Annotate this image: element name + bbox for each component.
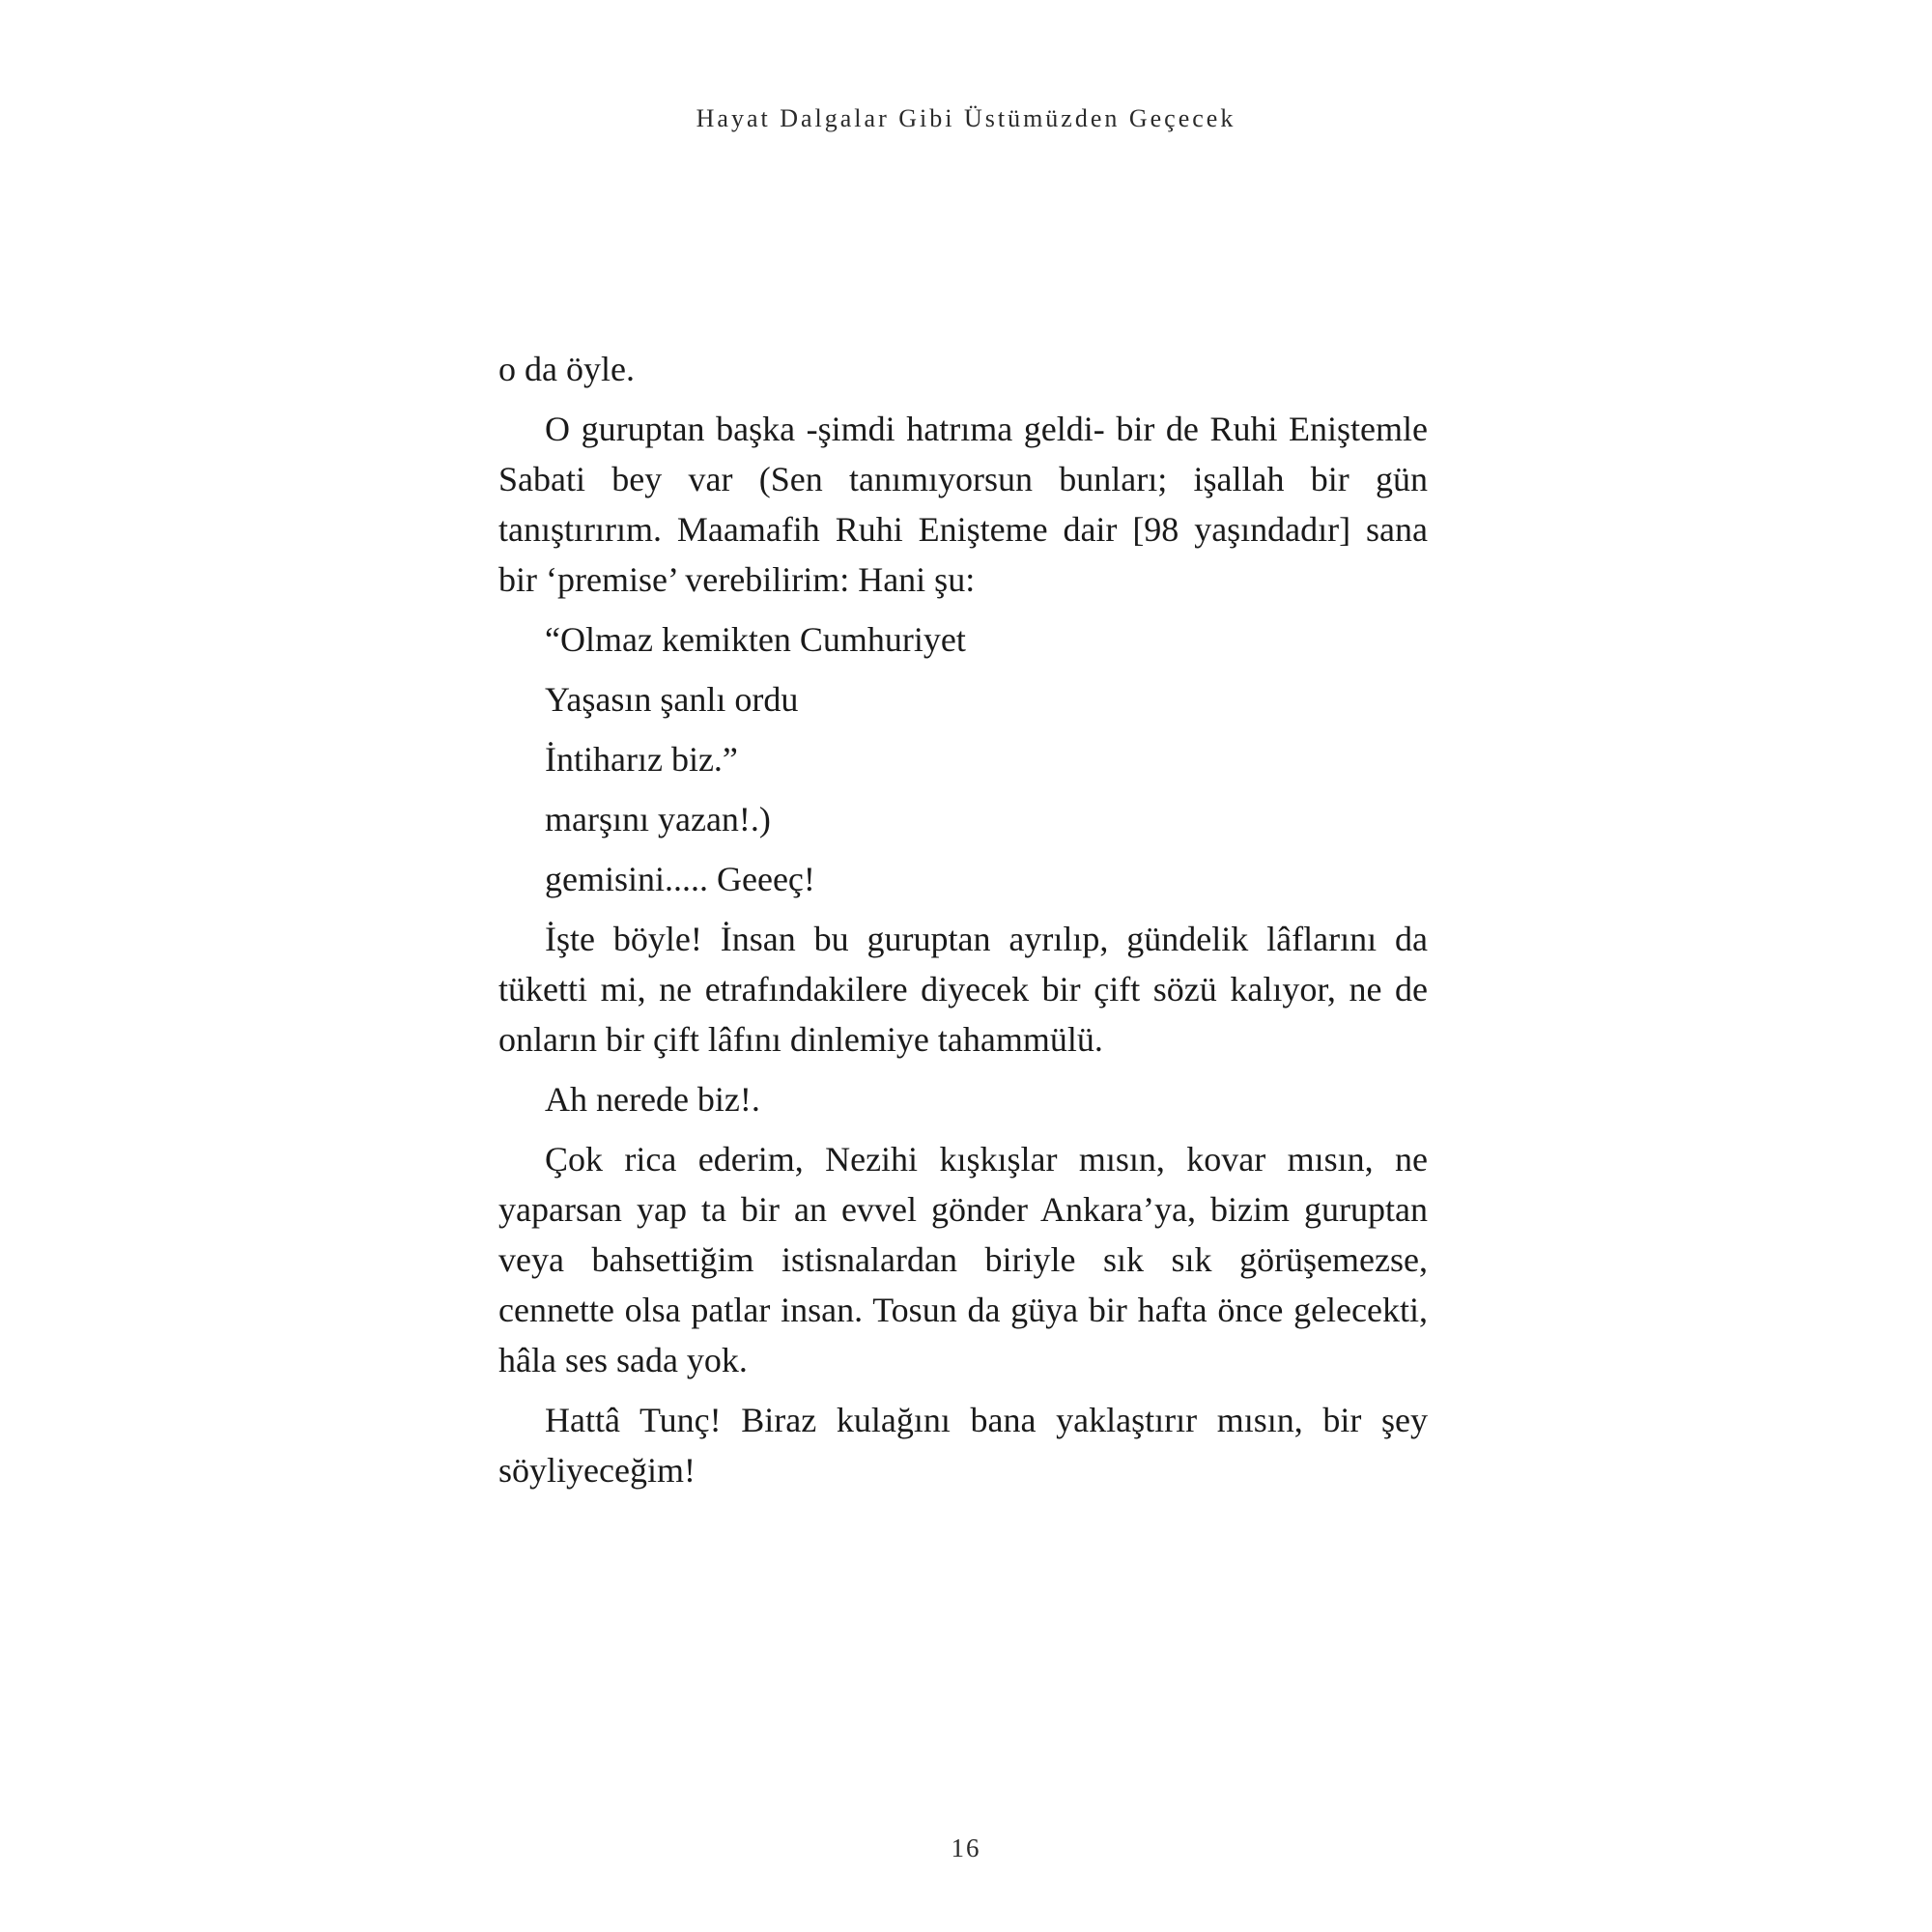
paragraph: Ah nerede biz!.: [545, 1080, 760, 1119]
paragraph: O guruptan başka -şimdi hatrıma geldi- bir de Ruhi Eniştemle Sabati bey var (Sen tanımıyorsun bunları; işallah bir gün tanıştırırım. Maamafih Ruhi Enişteme dair [98 yaşındadır] sana bir ‘premise’ verebilirim: Hani şu:: [498, 410, 1428, 599]
page-number: 16: [951, 1833, 981, 1862]
paragraph: Hattâ Tunç! Biraz kulağını bana yaklaştırır mısın, bir şey söyliyeceğim!: [498, 1401, 1428, 1490]
running-head-title: Hayat Dalgalar Gibi Üstümüzden Geçecek: [696, 104, 1236, 132]
paragraph: Çok rica ederim, Nezihi kışkışlar mısın, kovar mısın, ne yaparsan yap ta bir an evvel gönder Ankara’ya, bizim guruptan veya bahsettiğim istisnalardan biriyle sık sık görüşemezse, cennette olsa patlar insan. Tosun da güya bir hafta önce gelecekti, hâla ses sada yok.: [498, 1140, 1428, 1379]
paragraph: o da öyle.: [498, 350, 635, 388]
verse-line: gemisini..... Geeeç!: [545, 860, 815, 898]
verse-line: marşını yazan!.): [545, 800, 771, 838]
verse-line: İntiharız biz.”: [545, 740, 738, 779]
verse-line: Yaşasın şanlı ordu: [545, 680, 799, 719]
paragraph: İşte böyle! İnsan bu guruptan ayrılıp, gündelik lâflarını da tüketti mi, ne etrafındakilere diyecek bir çift sözü kalıyor, ne de onların bir çift lâfını dinlemiye tahammülü.: [498, 920, 1428, 1059]
body-text: [498, 344, 1428, 1505]
verse-line: “Olmaz kemikten Cumhuriyet: [545, 620, 966, 659]
